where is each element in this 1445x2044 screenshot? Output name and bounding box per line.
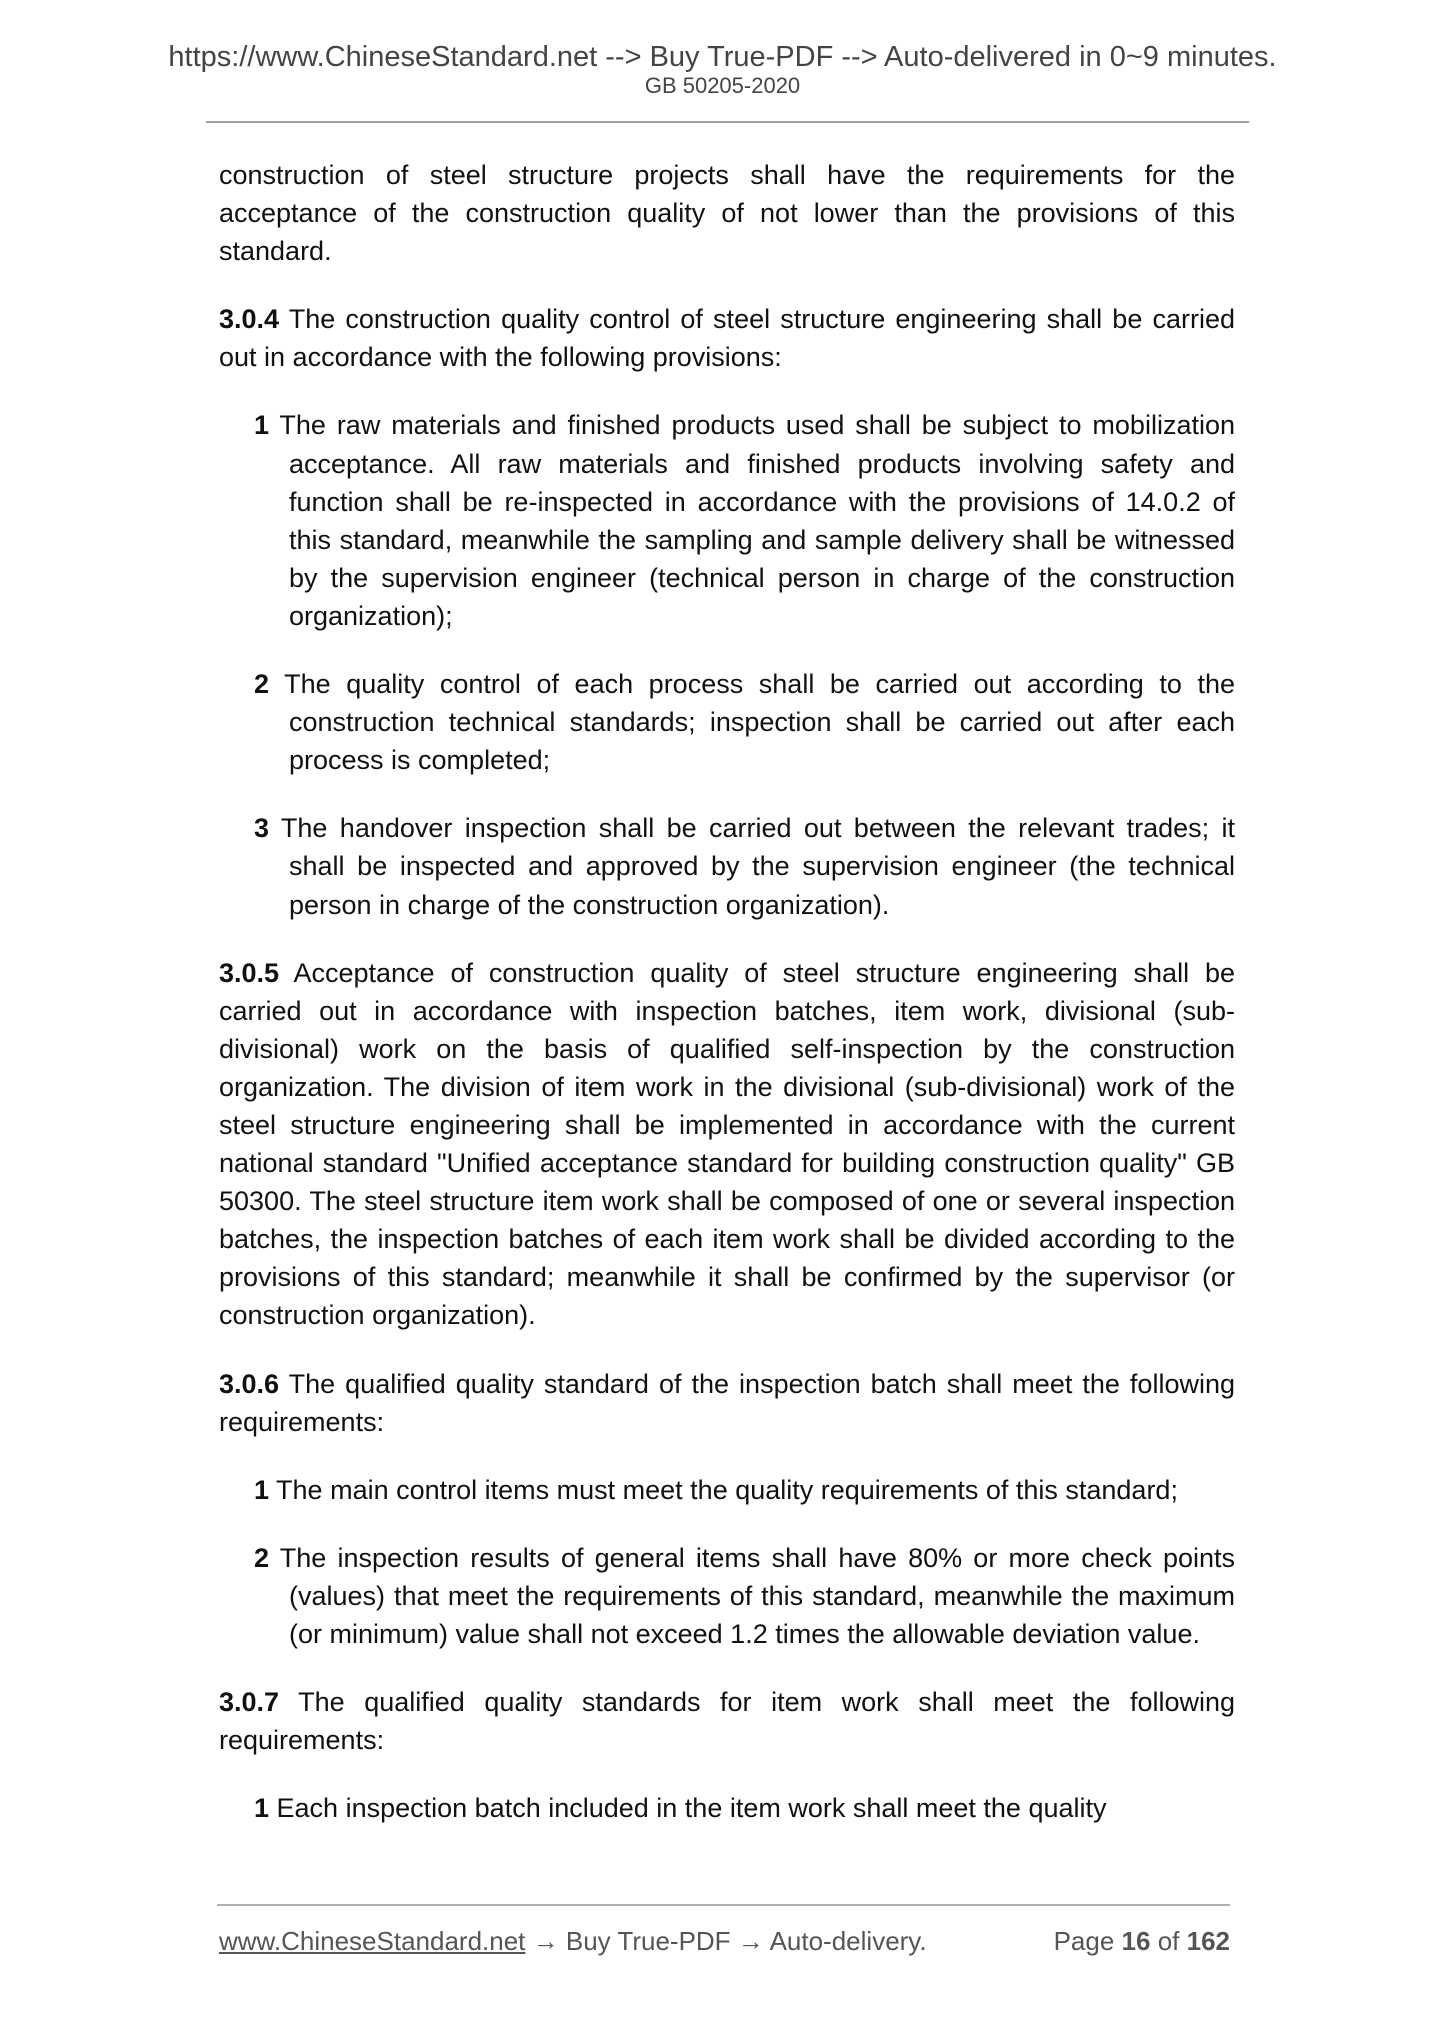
paragraph-text: The qualified quality standards for item work shall meet the following requirements:	[219, 1687, 1235, 1756]
site-link[interactable]: www.ChineseStandard.net	[219, 1926, 526, 1956]
footer-divider	[217, 1904, 1230, 1906]
list-item	[219, 406, 1235, 635]
paragraph	[219, 300, 1235, 376]
list-item	[219, 1789, 1235, 1827]
list-item	[219, 809, 1235, 923]
item-number: 2	[254, 1542, 270, 1573]
item-number: 1	[254, 1793, 270, 1824]
page-word: Page	[1053, 1926, 1115, 1956]
footer	[219, 1925, 1230, 1957]
document-id: GB 50205-2020	[644, 73, 801, 98]
paragraph-text: construction of steel structure projects shall have the requirements for the acceptance of the construction quality of not lower than the provisions of this standard.	[219, 160, 1235, 267]
item-number: 1	[254, 1474, 270, 1505]
header-divider	[206, 121, 1249, 123]
document-body	[219, 156, 1235, 1857]
footer-tagline: → Buy True-PDF → Auto-delivery.	[525, 1926, 927, 1956]
paragraph-text: Acceptance of construction quality of steel structure engineering shall be carried out in accordance with inspection batches, item work, divisional (sub-divisional) work on the basis of qualified self-inspection by the construction organization. The division of item work in the divisional (sub-divisional) work of the steel structure engineering shall be implemented in accordance with the current national standard "Unified acceptance standard for building construction quality" GB 50300. The steel structure item work shall be composed of one or several inspection batches, the inspection batches of each item work shall be divided according to the provisions of this standard; meanwhile it shall be confirmed by the supervisor (or construction organization).	[219, 957, 1235, 1331]
clause-number: 3.0.7	[219, 1687, 280, 1718]
paragraph	[219, 954, 1235, 1335]
header-banner: https://www.ChineseStandard.net --> Buy True-PDF --> Auto-delivered in 0~9 minutes.	[168, 41, 1277, 73]
paragraph-text: Each inspection batch included in the item work shall meet the quality	[269, 1793, 1107, 1824]
of-word: of	[1157, 1926, 1180, 1956]
clause-number: 3.0.5	[219, 957, 280, 988]
paragraph-text: The main control items must meet the quality requirements of this standard;	[269, 1474, 1178, 1505]
paragraph-text: The construction quality control of steel structure engineering shall be carried out in accordance with the following provisions:	[219, 304, 1235, 373]
paragraph-text: The quality control of each process shall be carried out according to the construction technical standards; inspection shall be carried out after each process is completed;	[269, 669, 1235, 776]
paragraph-text: The handover inspection shall be carried out between the relevant trades; it shall be inspected and approved by the supervision engineer (the technical person in charge of the construction organization).	[269, 813, 1235, 920]
item-number: 3	[254, 813, 270, 844]
paragraph	[219, 1683, 1235, 1759]
list-item	[219, 665, 1235, 779]
page-indicator	[1054, 1925, 1230, 1957]
paragraph-text: The raw materials and finished products used shall be subject to mobilization acceptance. All raw materials and finished products involving safety and function shall be re-inspected in accordance with the provisions of 14.0.2 of this standard, meanwhile the sampling and sample delivery shall be witnessed by the supervision engineer (technical person in charge of the construction organization);	[269, 410, 1235, 631]
page-total: 162	[1186, 1926, 1230, 1956]
paragraph	[219, 156, 1235, 270]
list-item	[219, 1539, 1235, 1653]
item-number: 2	[254, 669, 270, 700]
clause-number: 3.0.4	[219, 304, 280, 335]
paragraph-text: The inspection results of general items shall have 80% or more check points (values) that meet the requirements of this standard, meanwhile the maximum (or minimum) value shall not exceed 1.2 times the allowable deviation value.	[269, 1542, 1235, 1649]
list-item	[219, 1471, 1235, 1509]
page-number: 16	[1121, 1926, 1151, 1956]
clause-number: 3.0.6	[219, 1368, 280, 1399]
paragraph	[219, 1365, 1235, 1441]
item-number: 1	[254, 410, 270, 441]
paragraph-text: The qualified quality standard of the inspection batch shall meet the following requirements:	[219, 1368, 1235, 1437]
footer-left	[219, 1925, 927, 1957]
